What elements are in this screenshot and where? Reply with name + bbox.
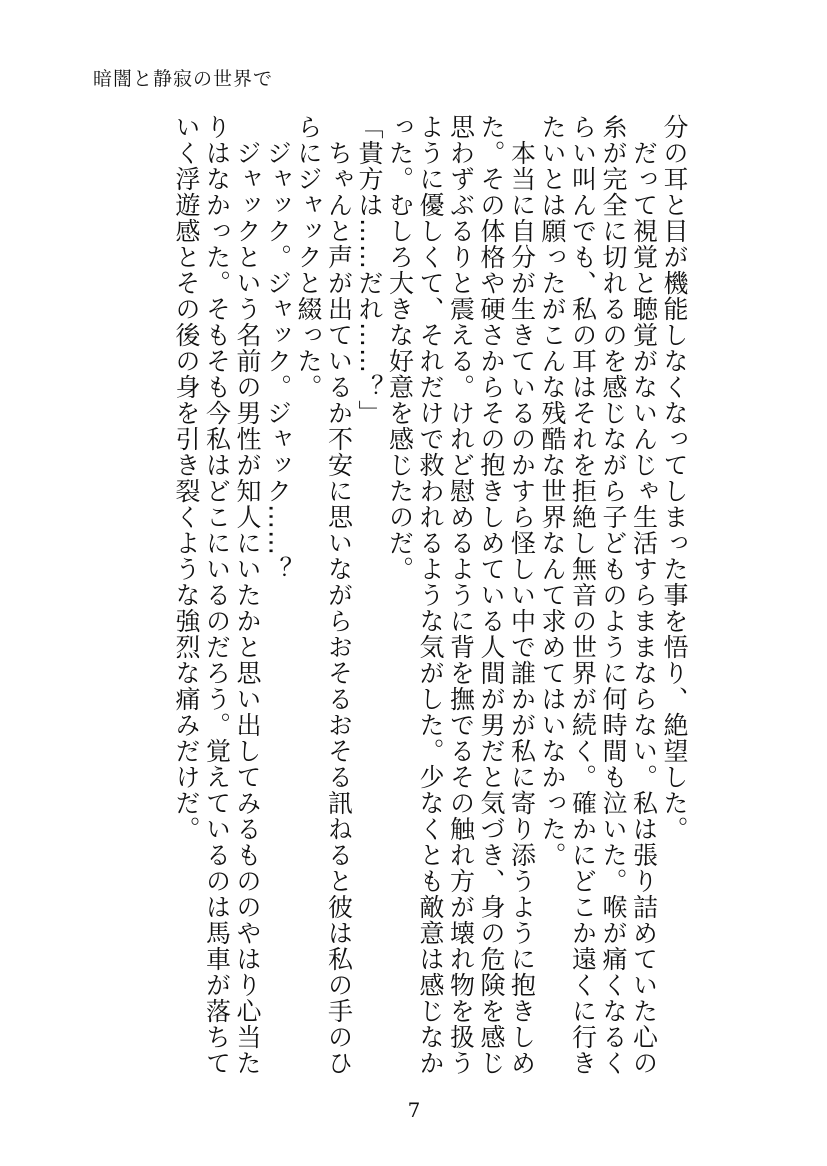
paragraph: だって視覚と聴覚がないんじゃ生活すらままならない。私は張り詰めていた心の糸が完全に切れるのを感じながら子どものように何時間も泣いた。喉が痛くなるくらい叫んでも、私の耳はそれを拒絶し無音の世界が続く。確かにどこか遠くに行きたいとは願ったがこんな残酷な世界なんて求めてはいなかった。 <box>538 114 659 1076</box>
body-text <box>171 114 690 1084</box>
paragraph: 分の耳と目が機能しなくなってしまった事を悟り、絶望した。 <box>660 114 689 842</box>
running-header: 暗闇と静寂の世界で <box>93 68 274 90</box>
paragraph: ちゃんと声が出ているか不安に思いながらおそるおそる訊ねると彼は私の手のひらにジャックと綴った。 <box>294 114 354 1076</box>
paragraph: 本当に自分が生きているのかすら怪しい中で誰かが私に寄り添うように抱きしめた。その体格や硬さからその抱きしめている人間が男だと気づき、身の危険を感じ思わずぶるりと震える。けれど慰めるように背を撫でるその触れ方が壊れ物を扱うように優しくて、それだけで救われるような気がした。少なくとも敵意は感じなかった。むしろ大きな好意を感じたのだ。 <box>385 114 537 1076</box>
paragraph: ジャックという名前の男性が知人にいたかと思い出してみるもののやはり心当たりはなかった。そもそも今私はどこにいるのだろう。覚えているのは馬車が落ちていく浮遊感とその後の身を引き裂くような強烈な痛みだけだ。 <box>172 114 262 1076</box>
dialogue-line: 「貴方は……だれ……？」 <box>355 114 384 426</box>
paragraph: ジャック。ジャック。ジャック……？ <box>263 114 293 582</box>
page-number: 7 <box>407 1098 421 1122</box>
